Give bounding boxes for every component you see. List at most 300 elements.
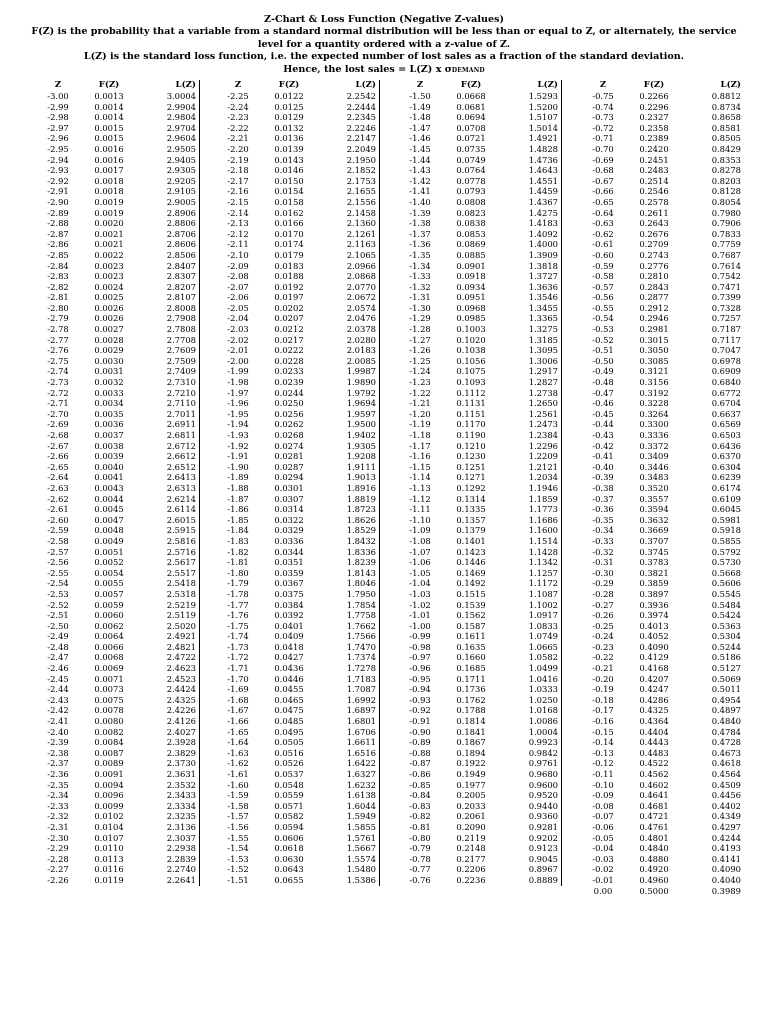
table-row bbox=[583, 631, 761, 642]
lz-value: 2.3334 bbox=[166, 800, 196, 811]
lz-value: 1.8529 bbox=[346, 525, 376, 536]
fz-value: 0.2266 bbox=[639, 91, 669, 101]
lz-value: 2.2839 bbox=[166, 853, 196, 864]
fz-value: 0.0034 bbox=[94, 398, 124, 409]
lz-value: 1.9111 bbox=[346, 461, 376, 472]
z-value: -0.43 bbox=[592, 430, 614, 440]
fz-value: 0.0344 bbox=[274, 546, 304, 557]
z-value: -1.09 bbox=[409, 525, 431, 536]
fz-value: 0.2296 bbox=[639, 101, 669, 112]
z-value: -0.71 bbox=[592, 133, 614, 144]
lz-value: 1.4275 bbox=[528, 207, 558, 218]
fz-value: 0.0066 bbox=[94, 641, 124, 652]
fz-value: 0.0028 bbox=[94, 334, 124, 345]
fz-value: 0.0110 bbox=[94, 843, 124, 854]
table-row bbox=[400, 292, 578, 303]
fz-value: 0.1922 bbox=[456, 758, 486, 769]
lz-value: 1.7183 bbox=[346, 673, 376, 684]
lz-value: 1.4367 bbox=[528, 196, 558, 207]
fz-value: 0.3446 bbox=[639, 461, 669, 472]
lz-value: 0.6174 bbox=[711, 482, 741, 493]
lz-value: 1.6327 bbox=[346, 769, 376, 779]
lz-value: 0.9842 bbox=[528, 747, 558, 758]
table-row bbox=[38, 652, 216, 663]
table-row bbox=[400, 600, 578, 611]
table-row bbox=[583, 271, 761, 282]
lz-value: 0.6109 bbox=[711, 493, 741, 504]
table-row bbox=[38, 547, 216, 558]
table-row bbox=[38, 208, 216, 219]
z-value: -2.12 bbox=[227, 228, 249, 239]
table-row bbox=[400, 218, 578, 229]
fz-value: 0.0018 bbox=[94, 175, 124, 186]
fz-value: 0.0104 bbox=[94, 821, 124, 832]
z-value: -0.44 bbox=[592, 419, 614, 430]
z-value: -0.01 bbox=[592, 874, 614, 885]
lz-value: 1.9694 bbox=[346, 398, 376, 409]
z-value: -1.35 bbox=[409, 249, 431, 260]
z-value: -0.82 bbox=[409, 811, 431, 822]
z-value: -3.00 bbox=[47, 91, 69, 101]
fz-value: 0.0049 bbox=[94, 535, 124, 546]
z-value: -1.82 bbox=[227, 546, 249, 557]
fz-value: 0.1788 bbox=[456, 705, 486, 716]
fz-value: 0.1131 bbox=[456, 398, 486, 409]
lz-value: 2.1950 bbox=[346, 154, 376, 165]
z-value: -2.22 bbox=[227, 122, 249, 133]
z-value: -0.53 bbox=[592, 324, 614, 335]
table-row bbox=[218, 356, 396, 367]
table-row bbox=[400, 589, 578, 600]
fz-value: 0.0274 bbox=[274, 440, 304, 451]
z-value: -1.21 bbox=[409, 398, 431, 409]
fz-value: 0.0222 bbox=[274, 345, 304, 356]
table-row bbox=[38, 144, 216, 155]
lz-value: 1.8626 bbox=[346, 514, 376, 525]
lz-value: 2.7110 bbox=[166, 398, 196, 409]
lz-value: 1.1172 bbox=[528, 578, 558, 589]
table-row bbox=[218, 430, 396, 441]
fz-value: 0.0041 bbox=[94, 472, 124, 483]
table-row bbox=[218, 642, 396, 653]
table-block-3 bbox=[400, 80, 578, 1010]
z-value: -0.95 bbox=[409, 673, 431, 684]
table-row bbox=[218, 758, 396, 769]
z-value: -0.75 bbox=[592, 91, 614, 101]
lz-value: 0.8278 bbox=[711, 165, 741, 176]
table-row bbox=[218, 504, 396, 515]
fz-value: 0.0735 bbox=[456, 143, 486, 154]
fz-value: 0.0681 bbox=[456, 101, 486, 112]
fz-value: 0.5000 bbox=[639, 885, 669, 896]
z-value: -2.99 bbox=[47, 101, 69, 112]
table-row bbox=[583, 388, 761, 399]
table-row bbox=[400, 303, 578, 314]
fz-value: 0.0016 bbox=[94, 154, 124, 165]
lz-value: 0.4244 bbox=[711, 832, 741, 843]
lz-value: 1.1342 bbox=[528, 557, 558, 568]
z-value: -2.68 bbox=[47, 430, 69, 440]
lz-value: 1.3909 bbox=[528, 249, 558, 260]
table-row bbox=[400, 388, 578, 399]
table-row bbox=[400, 324, 578, 335]
fz-value: 0.0465 bbox=[274, 694, 304, 705]
lz-value: 1.2296 bbox=[528, 440, 558, 451]
fz-value: 0.0250 bbox=[274, 398, 304, 409]
table-row bbox=[38, 854, 216, 865]
fz-value: 0.3156 bbox=[639, 377, 669, 388]
lz-value: 0.6304 bbox=[711, 461, 741, 472]
lz-value: 2.0378 bbox=[346, 324, 376, 335]
z-value: -0.12 bbox=[592, 758, 614, 769]
fz-value: 0.0054 bbox=[94, 567, 124, 578]
table-row bbox=[218, 621, 396, 632]
fz-value: 0.0125 bbox=[274, 101, 304, 112]
fz-value: 0.2643 bbox=[639, 218, 669, 229]
lz-value: 1.9597 bbox=[346, 408, 376, 419]
fz-value: 0.0823 bbox=[456, 207, 486, 218]
z-value: -2.33 bbox=[47, 800, 69, 811]
fz-value: 0.0048 bbox=[94, 525, 124, 536]
z-value: -0.20 bbox=[592, 673, 614, 684]
table-row bbox=[38, 557, 216, 568]
z-value: -2.52 bbox=[47, 599, 69, 610]
table-row bbox=[583, 398, 761, 409]
table-row bbox=[38, 843, 216, 854]
table-row bbox=[38, 388, 216, 399]
table-row bbox=[218, 123, 396, 134]
table-row bbox=[38, 356, 216, 367]
z-value: -2.20 bbox=[227, 143, 249, 154]
z-value: -2.60 bbox=[47, 514, 69, 525]
fz-value: 0.1271 bbox=[456, 472, 486, 483]
z-value: -0.27 bbox=[592, 599, 614, 610]
lz-value: 0.4456 bbox=[711, 790, 741, 801]
z-value: -0.77 bbox=[409, 864, 431, 875]
table-row bbox=[218, 822, 396, 833]
table-row bbox=[38, 239, 216, 250]
fz-value: 0.0062 bbox=[94, 620, 124, 631]
z-value: -0.08 bbox=[592, 800, 614, 811]
lz-value: 2.1556 bbox=[346, 196, 376, 207]
table-row bbox=[38, 695, 216, 706]
z-value: -2.19 bbox=[227, 154, 249, 165]
table-row bbox=[400, 261, 578, 272]
fz-value: 0.0166 bbox=[274, 218, 304, 229]
fz-value: 0.0351 bbox=[274, 557, 304, 568]
lz-value: 0.6045 bbox=[711, 504, 741, 515]
lz-value: 0.9360 bbox=[528, 811, 558, 822]
lz-value: 0.4090 bbox=[711, 864, 741, 875]
z-value: -1.17 bbox=[409, 440, 431, 451]
z-value: -2.24 bbox=[227, 101, 249, 112]
fz-value: 0.1379 bbox=[456, 525, 486, 536]
fz-value: 0.3264 bbox=[639, 408, 669, 419]
lz-value: 2.1458 bbox=[346, 207, 376, 218]
table-row bbox=[583, 504, 761, 515]
table-row bbox=[38, 716, 216, 727]
z-value: -2.86 bbox=[47, 239, 69, 250]
fz-value: 0.0559 bbox=[274, 790, 304, 801]
table-row bbox=[583, 875, 761, 886]
fz-value: 0.0183 bbox=[274, 260, 304, 271]
table-row bbox=[583, 811, 761, 822]
table-row bbox=[583, 409, 761, 420]
table-row bbox=[583, 292, 761, 303]
z-value: -1.91 bbox=[227, 451, 249, 462]
fz-value: 0.0401 bbox=[274, 620, 304, 631]
lz-value: 1.6422 bbox=[346, 758, 376, 769]
z-value: -1.28 bbox=[409, 324, 431, 335]
table-row bbox=[38, 176, 216, 187]
lz-value: 1.6897 bbox=[346, 705, 376, 716]
z-value: -2.06 bbox=[227, 292, 249, 303]
lz-value: 1.7470 bbox=[346, 641, 376, 652]
lz-value: 0.9761 bbox=[528, 758, 558, 769]
lz-value: 2.4126 bbox=[166, 716, 196, 727]
z-value: -2.15 bbox=[227, 196, 249, 207]
fz-value: 0.4840 bbox=[639, 843, 669, 854]
fz-value: 0.0708 bbox=[456, 122, 486, 133]
table-row bbox=[38, 642, 216, 653]
z-value: -0.46 bbox=[592, 398, 614, 409]
table-row bbox=[400, 112, 578, 123]
fz-value: 0.1894 bbox=[456, 747, 486, 758]
table-row bbox=[400, 229, 578, 240]
z-value: -0.92 bbox=[409, 705, 431, 716]
lz-value: 1.2561 bbox=[528, 408, 558, 419]
lz-value: 1.6138 bbox=[346, 790, 376, 801]
z-value: -0.40 bbox=[592, 461, 614, 472]
z-value: -0.05 bbox=[592, 832, 614, 843]
z-value: -2.63 bbox=[47, 482, 69, 493]
table-row bbox=[218, 398, 396, 409]
lz-value: 0.4564 bbox=[711, 769, 741, 779]
z-value: -1.95 bbox=[227, 408, 249, 419]
table-row bbox=[583, 642, 761, 653]
z-value: -1.62 bbox=[227, 758, 249, 769]
table-row bbox=[38, 674, 216, 685]
z-value: -1.45 bbox=[409, 143, 431, 154]
fz-value: 0.0043 bbox=[94, 482, 124, 493]
z-value: -0.33 bbox=[592, 535, 614, 546]
lz-value: 2.5418 bbox=[166, 578, 196, 589]
fz-value: 0.3707 bbox=[639, 535, 669, 546]
fz-value: 0.0174 bbox=[274, 239, 304, 250]
fz-value: 0.0721 bbox=[456, 133, 486, 144]
table-row bbox=[400, 790, 578, 801]
z-value: -1.75 bbox=[227, 620, 249, 631]
fz-value: 0.2119 bbox=[456, 832, 486, 843]
z-value: -2.78 bbox=[47, 324, 69, 335]
z-value: -0.76 bbox=[409, 874, 431, 885]
z-value: -2.67 bbox=[47, 440, 69, 451]
fz-value: 0.0329 bbox=[274, 525, 304, 536]
table-row bbox=[218, 705, 396, 716]
z-value: -2.62 bbox=[47, 493, 69, 504]
lz-value: 0.6772 bbox=[711, 387, 741, 398]
lz-value: 1.1002 bbox=[528, 599, 558, 610]
lz-value: 1.2650 bbox=[528, 398, 558, 409]
lz-value: 2.9704 bbox=[166, 122, 196, 133]
header-lz: L(Z) bbox=[720, 80, 741, 90]
lz-value: 1.5293 bbox=[528, 91, 558, 101]
lost-sales-formula bbox=[0, 64, 768, 77]
z-value: -2.51 bbox=[47, 610, 69, 621]
header-z: Z bbox=[599, 80, 607, 90]
lz-value: 0.7687 bbox=[711, 249, 741, 260]
z-value: -2.88 bbox=[47, 218, 69, 229]
table-row bbox=[218, 578, 396, 589]
lz-value: 0.5186 bbox=[711, 652, 741, 663]
fz-value: 0.2810 bbox=[639, 271, 669, 282]
lz-value: 2.4424 bbox=[166, 684, 196, 695]
table-row bbox=[218, 737, 396, 748]
fz-value: 0.3821 bbox=[639, 567, 669, 578]
z-value: -1.54 bbox=[227, 843, 249, 854]
lz-value: 0.4897 bbox=[711, 705, 741, 716]
table-row bbox=[400, 758, 578, 769]
table-row bbox=[218, 769, 396, 780]
z-value: -2.75 bbox=[47, 355, 69, 366]
lz-value: 0.5127 bbox=[711, 663, 741, 674]
fz-value: 0.1003 bbox=[456, 324, 486, 335]
lz-value: 2.9005 bbox=[166, 196, 196, 207]
z-value: -0.62 bbox=[592, 228, 614, 239]
z-value: -2.54 bbox=[47, 578, 69, 589]
table-row bbox=[218, 780, 396, 791]
z-value: -1.97 bbox=[227, 387, 249, 398]
z-value: -2.89 bbox=[47, 207, 69, 218]
table-row bbox=[583, 208, 761, 219]
lz-value: 0.4349 bbox=[711, 811, 741, 822]
fz-value: 0.2148 bbox=[456, 843, 486, 854]
fz-value: 0.3520 bbox=[639, 482, 669, 493]
lz-value: 2.9904 bbox=[166, 101, 196, 112]
z-value: -0.32 bbox=[592, 546, 614, 557]
table-row bbox=[400, 705, 578, 716]
fz-value: 0.0749 bbox=[456, 154, 486, 165]
fz-value: 0.0268 bbox=[274, 430, 304, 440]
lz-value: 1.9987 bbox=[346, 366, 376, 377]
fz-value: 0.0019 bbox=[94, 196, 124, 207]
z-value: -2.36 bbox=[47, 769, 69, 779]
table-row bbox=[400, 536, 578, 547]
table-row bbox=[583, 165, 761, 176]
lz-value: 1.0665 bbox=[528, 641, 558, 652]
lz-value: 1.0333 bbox=[528, 684, 558, 695]
z-value: -1.59 bbox=[227, 790, 249, 801]
table-row bbox=[38, 801, 216, 812]
table-row bbox=[38, 441, 216, 452]
lz-value: 1.3365 bbox=[528, 313, 558, 324]
fz-value: 0.2743 bbox=[639, 249, 669, 260]
table-row bbox=[38, 165, 216, 176]
table-row bbox=[400, 727, 578, 738]
table-row bbox=[583, 536, 761, 547]
lz-value: 2.7908 bbox=[166, 313, 196, 324]
lz-value: 2.6512 bbox=[166, 461, 196, 472]
table-row bbox=[38, 525, 216, 536]
table-row bbox=[583, 780, 761, 791]
table-row bbox=[38, 727, 216, 738]
z-chart-table bbox=[38, 80, 752, 1010]
table-row bbox=[400, 642, 578, 653]
lz-value: 1.7374 bbox=[346, 652, 376, 663]
z-value: -1.79 bbox=[227, 578, 249, 589]
lz-value: 2.6811 bbox=[166, 430, 196, 440]
table-row bbox=[583, 229, 761, 240]
fz-value: 0.4129 bbox=[639, 652, 669, 663]
lz-value: 1.3095 bbox=[528, 345, 558, 356]
lz-value: 0.7328 bbox=[711, 302, 741, 313]
table-row bbox=[583, 282, 761, 293]
fz-value: 0.1112 bbox=[456, 387, 486, 398]
fz-value: 0.0122 bbox=[274, 91, 304, 101]
z-value: -0.39 bbox=[592, 472, 614, 483]
fz-value: 0.0594 bbox=[274, 821, 304, 832]
z-value: -1.85 bbox=[227, 514, 249, 525]
fz-value: 0.1401 bbox=[456, 535, 486, 546]
table-row bbox=[400, 547, 578, 558]
fz-value: 0.4562 bbox=[639, 769, 669, 779]
table-row bbox=[218, 282, 396, 293]
fz-value: 0.0154 bbox=[274, 186, 304, 197]
table-row bbox=[38, 102, 216, 113]
table-row bbox=[583, 91, 761, 102]
z-value: -2.92 bbox=[47, 175, 69, 186]
lz-value: 0.7399 bbox=[711, 292, 741, 303]
z-value: -1.30 bbox=[409, 302, 431, 313]
table-row bbox=[38, 133, 216, 144]
table-row bbox=[400, 144, 578, 155]
z-value: -0.41 bbox=[592, 451, 614, 462]
lz-value: 1.7662 bbox=[346, 620, 376, 631]
lz-value: 0.9923 bbox=[528, 737, 558, 748]
header-z: Z bbox=[234, 80, 242, 90]
table-row bbox=[38, 155, 216, 166]
lz-value: 2.2641 bbox=[166, 874, 196, 885]
table-row bbox=[38, 864, 216, 875]
table-row bbox=[583, 568, 761, 579]
lz-value: 2.6911 bbox=[166, 419, 196, 430]
fz-value: 0.0015 bbox=[94, 122, 124, 133]
z-value: -1.22 bbox=[409, 387, 431, 398]
fz-value: 0.4404 bbox=[639, 726, 669, 737]
z-value: -1.58 bbox=[227, 800, 249, 811]
lz-value: 1.3275 bbox=[528, 324, 558, 335]
table-row bbox=[583, 578, 761, 589]
z-value: -0.50 bbox=[592, 355, 614, 366]
table-header bbox=[583, 80, 761, 91]
lz-value: 2.0574 bbox=[346, 302, 376, 313]
z-value: -0.90 bbox=[409, 726, 431, 737]
z-value: -2.61 bbox=[47, 504, 69, 515]
lz-value: 1.1514 bbox=[528, 535, 558, 546]
table-row bbox=[400, 441, 578, 452]
fz-value: 0.0033 bbox=[94, 387, 124, 398]
lz-value: 2.0966 bbox=[346, 260, 376, 271]
fz-value: 0.2776 bbox=[639, 260, 669, 271]
table-row bbox=[583, 197, 761, 208]
lz-value: 2.6015 bbox=[166, 514, 196, 525]
table-rows bbox=[583, 91, 761, 896]
lz-value: 1.6801 bbox=[346, 716, 376, 727]
lz-value: 1.3727 bbox=[528, 271, 558, 282]
z-value: -0.70 bbox=[592, 143, 614, 154]
z-value: -1.13 bbox=[409, 482, 431, 493]
lz-value: 2.0672 bbox=[346, 292, 376, 303]
